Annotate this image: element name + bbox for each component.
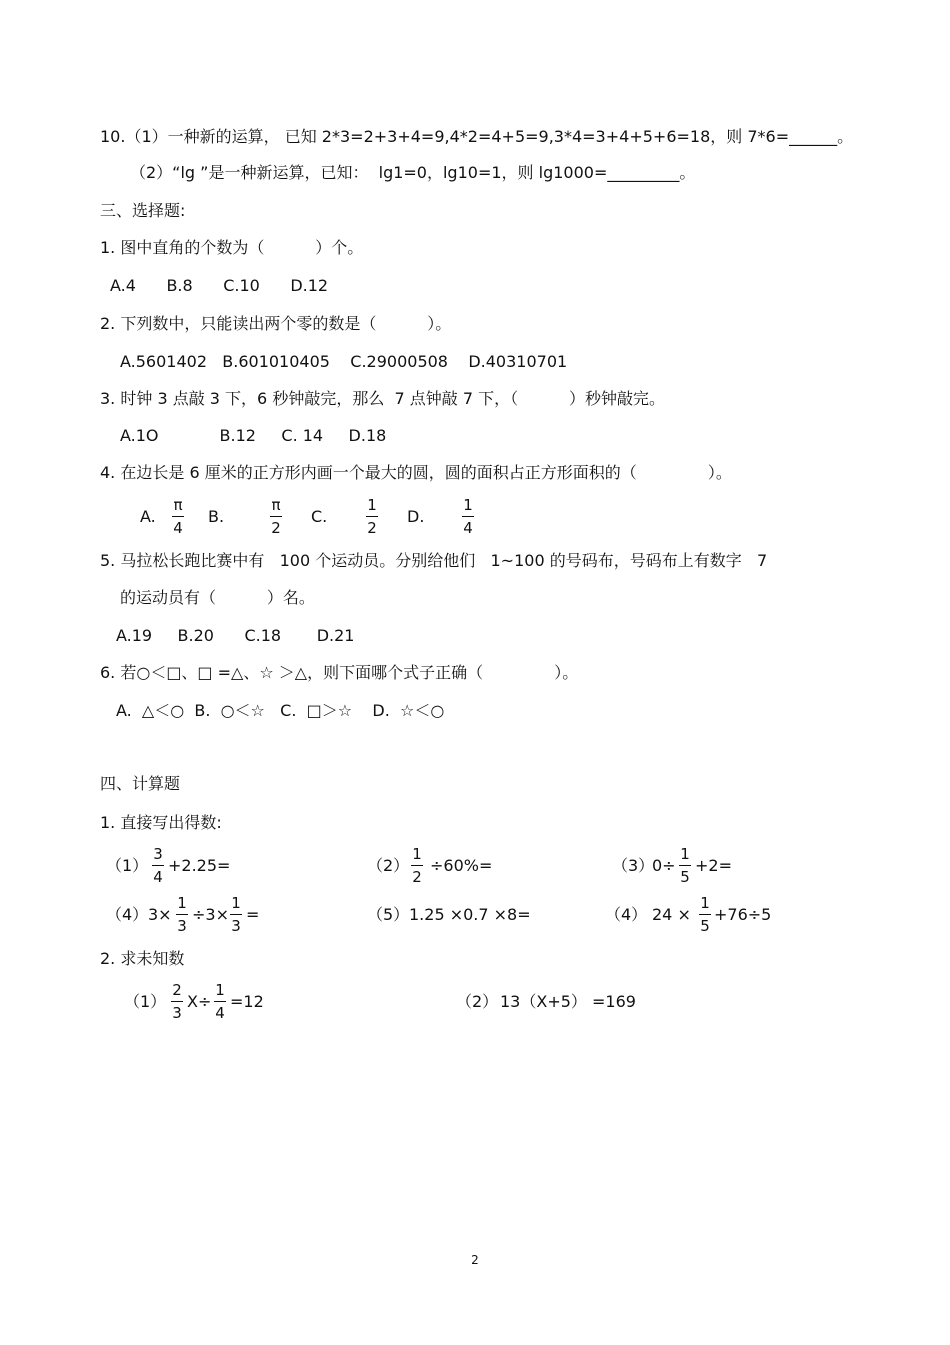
q4-option-d-label: D. (407, 507, 425, 526)
calc-item1-fraction (152, 845, 164, 886)
calc-item5-label: （5） (367, 905, 410, 924)
fraction-denominator: 4 (215, 1004, 225, 1022)
fraction-numerator: 2 (172, 981, 182, 999)
calc-item1-rest: +2.25= (168, 856, 231, 875)
calc-item4-fraction1 (176, 894, 188, 935)
fraction-bar (172, 516, 184, 517)
fraction-numerator: 1 (680, 845, 690, 863)
q4-option-a-fraction (172, 496, 184, 537)
fraction-numerator: 1 (231, 894, 241, 912)
fraction-numerator: 1 (463, 496, 473, 514)
fraction-denominator: 2 (271, 519, 281, 537)
q6-options: A. △＜○ B. ○＜☆ C. □＞☆ D. ☆＜○ (116, 701, 445, 720)
calc-item4-mid: ÷3× (192, 905, 229, 924)
fraction-denominator: 3 (231, 917, 241, 935)
fraction-numerator: 1 (700, 894, 710, 912)
fraction-denominator: 5 (680, 868, 690, 886)
q1-options: A.4 B.8 C.10 D.12 (110, 276, 329, 295)
equation2-label: （2） (456, 992, 499, 1011)
calc-item6-rest: +76÷5 (714, 905, 772, 924)
calc-item2-label: （2） (367, 856, 410, 875)
fraction-bar (679, 865, 691, 866)
section3-title: 三、选择题: (100, 201, 186, 220)
fraction-numerator: 1 (177, 894, 187, 912)
calc-item2-fraction (411, 845, 423, 886)
fraction-bar (171, 1001, 183, 1002)
calc-item6-before: 24 × (652, 905, 691, 924)
fraction-bar (366, 516, 378, 517)
fraction-denominator: 4 (153, 868, 163, 886)
calc-item2-rest: ÷60%= (430, 856, 493, 875)
calc-item3-before: 0÷ (652, 856, 676, 875)
fraction-bar (699, 914, 711, 915)
fraction-denominator: 4 (463, 519, 473, 537)
q4-option-b-fraction (270, 496, 282, 537)
calc-item3-label: （3） (612, 856, 655, 875)
q10-line2: （2）“lg ”是一种新运算，已知： lg1=0，lg10=1，则 lg1000=_________。 (130, 163, 696, 182)
fraction-denominator: 2 (412, 868, 422, 886)
equation1-label: （1） (124, 992, 167, 1011)
fraction-denominator: 3 (177, 917, 187, 935)
page-number: 2 (471, 1253, 479, 1267)
calc-item6-label: （4） (605, 905, 648, 924)
calc-item4-label: （4） (106, 905, 149, 924)
q5-line2: 的运动员有（ ）名。 (120, 588, 315, 607)
fraction-numerator: π (271, 496, 281, 514)
fraction-numerator: π (173, 496, 183, 514)
q10-line1: 10.（1）一种新的运算， 已知 2*3=2+3+4=9,4*2=4+5=9,3*4=3+4+5+6=18，则 7*6=______。 (100, 127, 854, 146)
equation1-fraction2 (214, 981, 226, 1022)
fraction-numerator: 1 (367, 496, 377, 514)
q4-stem: 4. 在边长是 6 厘米的正方形内画一个最大的圆，圆的面积占正方形面积的（ ）。 (100, 463, 732, 482)
q1-stem: 1. 图中直角的个数为（ ）个。 (100, 238, 364, 257)
fraction-bar (230, 914, 242, 915)
section4-title: 四、计算题 (100, 774, 181, 793)
equation1-mid: X÷ (187, 992, 212, 1011)
fraction-bar (411, 865, 423, 866)
equation1-fraction1 (171, 981, 183, 1022)
q3-options: A.1O B.12 C. 14 D.18 (120, 426, 387, 445)
fraction-numerator: 1 (215, 981, 225, 999)
q3-stem: 3. 时钟 3 点敲 3 下，6 秒钟敲完，那么 7 点钟敲 7 下，（ ）秒钟敲完。 (100, 389, 665, 408)
calc-item6-fraction (699, 894, 711, 935)
fraction-numerator: 1 (412, 845, 422, 863)
calc-part1-title: 1. 直接写出得数: (100, 813, 222, 832)
q4-option-a-label: A. (140, 507, 156, 526)
fraction-bar (270, 516, 282, 517)
q2-stem: 2. 下列数中，只能读出两个零的数是（ ）。 (100, 314, 452, 333)
equation1-rest: =12 (230, 992, 264, 1011)
q6-stem: 6. 若○＜□、□ =△、☆ ＞△，则下面哪个式子正确（ ）。 (100, 663, 579, 682)
fraction-numerator: 3 (153, 845, 163, 863)
fraction-bar (152, 865, 164, 866)
q5-options: A.19 B.20 C.18 D.21 (116, 626, 355, 645)
calc-item3-rest: +2= (695, 856, 732, 875)
calc-item4-rest: = (246, 905, 260, 924)
calc-item1-label: （1） (106, 856, 149, 875)
fraction-denominator: 3 (172, 1004, 182, 1022)
calc-item4-before: 3× (148, 905, 172, 924)
fraction-denominator: 2 (367, 519, 377, 537)
fraction-denominator: 5 (700, 917, 710, 935)
fraction-bar (176, 914, 188, 915)
calc-item5-expression: 1.25 ×0.7 ×8= (409, 905, 531, 924)
q4-option-b-label: B. (208, 507, 225, 526)
fraction-denominator: 4 (173, 519, 183, 537)
q2-options: A.5601402 B.601010405 C.29000508 D.40310701 (120, 352, 568, 371)
q4-option-c-label: C. (311, 507, 328, 526)
q5-line1: 5. 马拉松长跑比赛中有 100 个运动员。分别给他们 1~100 的号码布，号码布上有数字 7 (100, 551, 768, 570)
calc-item4-fraction2 (230, 894, 242, 935)
calc-item3-fraction (679, 845, 691, 886)
fraction-bar (462, 516, 474, 517)
calc-part2-title: 2. 求未知数 (100, 949, 185, 968)
q4-option-c-fraction (366, 496, 378, 537)
fraction-bar (214, 1001, 226, 1002)
q4-option-d-fraction (462, 496, 474, 537)
equation2-expression: 13（X+5） =169 (500, 992, 636, 1011)
